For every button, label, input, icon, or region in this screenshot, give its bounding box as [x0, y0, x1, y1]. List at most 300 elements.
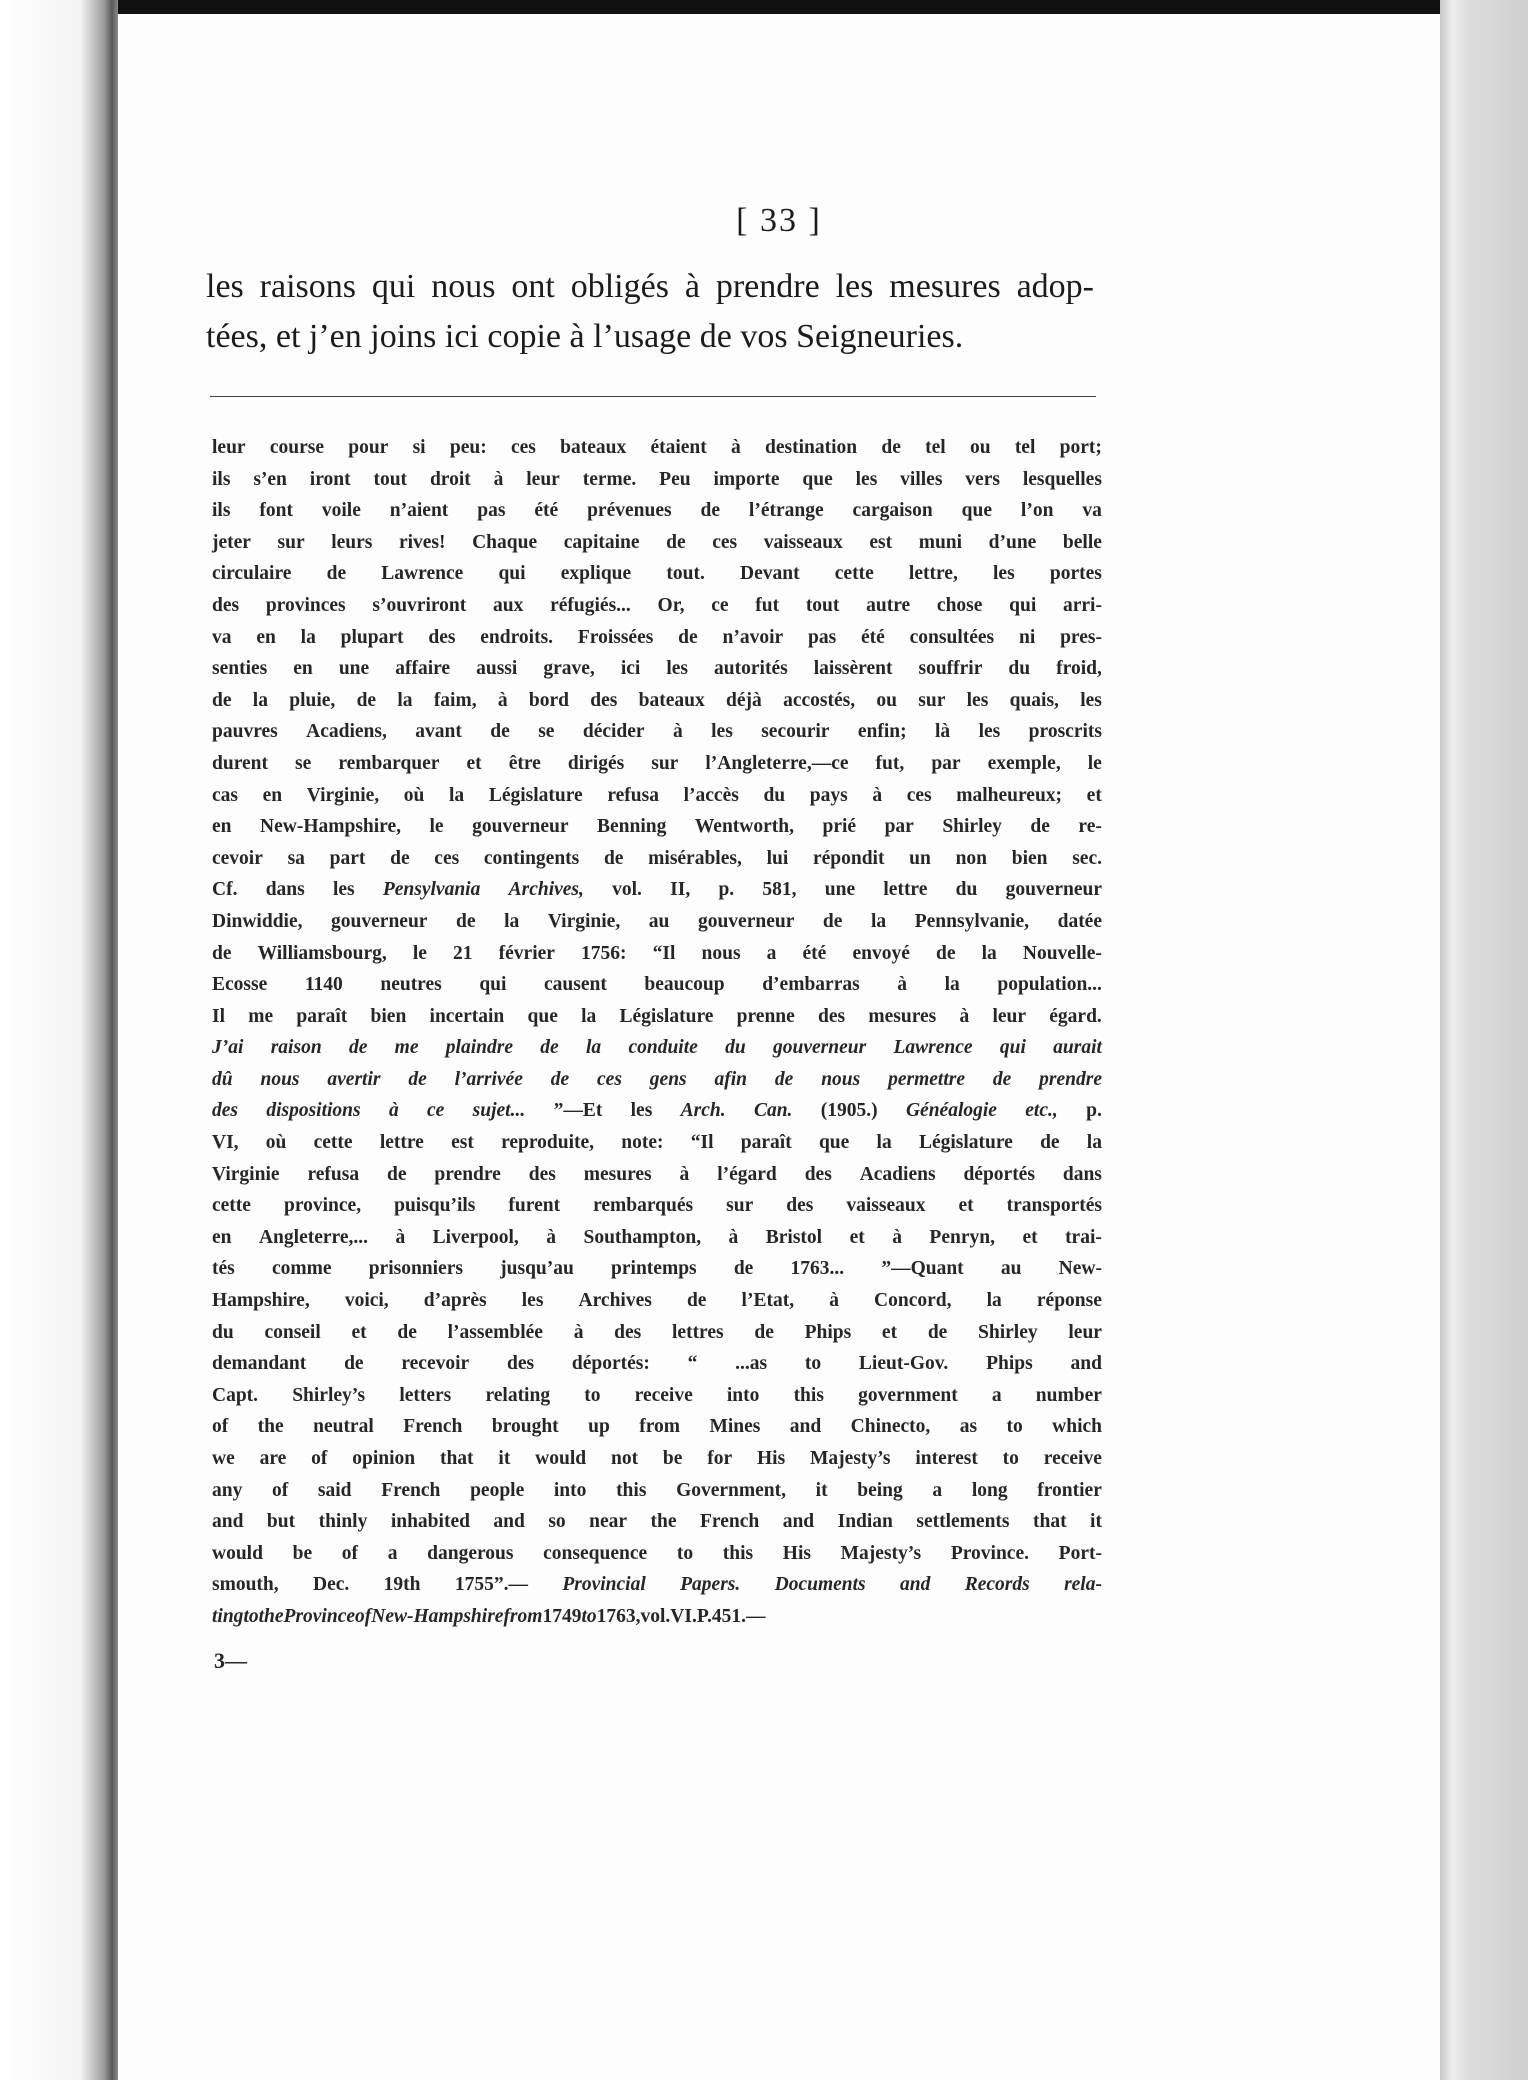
footnote-word: VI. — [670, 1605, 697, 1627]
footnote-word: de — [686, 1290, 707, 1312]
footnote-word: be — [292, 1542, 313, 1564]
book-page — [118, 14, 1440, 2080]
footnote-word: en — [262, 784, 283, 806]
footnote-word: l’étrange — [748, 500, 824, 522]
footnote-line — [212, 1190, 1102, 1222]
footnote-word: mesures — [583, 1163, 652, 1185]
footnote-word: de — [822, 910, 843, 932]
footnote-word: étaient — [650, 437, 707, 458]
footnote-word: sur — [651, 752, 679, 774]
footnote-word: from — [639, 1416, 681, 1438]
footnote-word: lui — [766, 847, 789, 869]
footnote-word: note: — [621, 1132, 664, 1154]
footnote-word: plupart — [340, 626, 404, 648]
footnote-line — [212, 748, 1102, 780]
footnote-word: bord — [528, 689, 570, 711]
footnote-word: ces — [712, 531, 738, 553]
footnote-line — [212, 716, 1102, 748]
footnote-word: à — [493, 468, 504, 490]
footnote-word: dû — [212, 1068, 233, 1090]
footnote-word: sa — [287, 847, 305, 869]
footnote-word: Indian — [837, 1511, 893, 1533]
footnote-line — [212, 1443, 1102, 1475]
footnote-word: p. — [1086, 1100, 1102, 1122]
footnote-word: and — [782, 1511, 815, 1533]
footnote-word: cette — [212, 1195, 251, 1217]
footnote-word: interest — [915, 1448, 978, 1469]
footnote-word: 1140 — [304, 974, 343, 996]
footnote-word: causent — [544, 974, 607, 996]
footnote-word: would — [212, 1542, 263, 1564]
footnote-word: of — [355, 1605, 372, 1627]
footnote-line — [212, 1506, 1102, 1538]
footnote-word: autre — [866, 594, 911, 616]
footnote-line — [212, 780, 1102, 812]
footnote-word: Chinecto, — [850, 1416, 931, 1438]
footnote-word: of — [311, 1448, 328, 1469]
footnote-word: gouverneur — [697, 910, 795, 932]
footnote-word: Majesty’s — [810, 1448, 891, 1469]
footnote-word: conduite — [628, 1037, 698, 1059]
footnote-word: incertain — [429, 1005, 505, 1027]
footnote-word: gouverneur — [773, 1037, 867, 1059]
footnote-word: this — [616, 1479, 647, 1501]
footnote-word: plaindre — [445, 1037, 513, 1059]
footnote-line — [212, 1253, 1102, 1285]
footnote-word: sur — [726, 1195, 754, 1217]
footnote-word: déjà — [726, 689, 762, 711]
footnote-word: les — [978, 721, 1001, 743]
footnote-word: and — [1070, 1353, 1102, 1375]
footnote-word: du — [955, 879, 978, 901]
footnote-word: égard. — [1049, 1005, 1102, 1027]
footnote-word: misérables, — [648, 847, 742, 869]
footnote-word: provinces — [265, 594, 346, 616]
footnote-word: of — [272, 1479, 289, 1501]
footnote-word: villes — [900, 468, 943, 490]
footnote-word: iront — [309, 468, 351, 490]
footnote-word: la — [986, 1290, 1002, 1312]
body-line: les raisons qui nous ont obligés à prendre les mesures adop- — [206, 268, 1094, 305]
footnote-word: Législature — [488, 784, 583, 806]
footnote-word: reproduite, — [501, 1132, 595, 1154]
footnote-word: so — [548, 1511, 566, 1533]
footnote-line — [212, 1159, 1102, 1191]
footnote-word: me — [394, 1037, 419, 1059]
right-page-edge — [1440, 0, 1528, 2080]
footnote-word: Mines — [709, 1416, 761, 1438]
footnote-word: la — [1086, 1132, 1102, 1154]
footnote-word: ting — [212, 1605, 244, 1627]
footnote-word: Acadiens — [859, 1163, 936, 1185]
footnote-word: qui — [1009, 594, 1037, 616]
footnote-word: ...as — [735, 1353, 768, 1375]
footnote-word: l’égard — [717, 1163, 777, 1185]
footnote-word: avant — [415, 721, 462, 743]
footnote-word: New-Hampshire, — [260, 816, 402, 838]
footnote-word: des — [212, 1100, 238, 1122]
footnote-word: envoyé — [852, 942, 910, 964]
footnote-word: de — [344, 1353, 364, 1375]
footnote-line — [212, 1285, 1102, 1317]
footnote-word: leur — [526, 468, 560, 490]
footnote-word: course — [269, 437, 324, 458]
footnote-word: Cf. — [212, 879, 238, 901]
footnote-word: que — [818, 1132, 850, 1154]
footnote-word: conseil — [264, 1321, 321, 1343]
footnote-word: de — [386, 1163, 407, 1185]
footnote-line — [212, 1601, 1102, 1633]
footnote-word: le — [1087, 752, 1102, 774]
footnote-word: déportés — [963, 1163, 1035, 1185]
footnote-word: and — [789, 1416, 822, 1438]
footnote-word: as — [959, 1416, 978, 1438]
footnote-word: laissèrent — [813, 658, 893, 680]
footnote-word: belle — [1062, 531, 1102, 553]
footnote-word: le — [412, 942, 427, 964]
footnote-word: sur — [918, 689, 946, 711]
footnote-word: faim, — [433, 689, 477, 711]
footnote-word: dans — [1062, 1163, 1102, 1185]
footnote-word: jusqu’au — [500, 1258, 574, 1280]
footnote-word: are — [259, 1448, 287, 1469]
footnote-word: muni — [918, 531, 963, 553]
footnote-word: si — [412, 437, 426, 458]
footnote-word: de — [754, 1321, 774, 1343]
footnote-word: les — [521, 1290, 544, 1312]
footnote-word: où — [265, 1132, 287, 1154]
footnote-line — [212, 906, 1102, 938]
footnote-word: senties — [212, 658, 268, 680]
footnote-word: ici — [620, 658, 641, 680]
footnote-word: vaisseaux — [763, 531, 843, 553]
footnote-word: non — [955, 847, 988, 869]
footnote-word: sur — [277, 531, 305, 553]
footnote-word: que — [527, 1005, 558, 1027]
footnote-word: any — [212, 1479, 243, 1501]
footnote-word: de — [212, 689, 232, 711]
footnote-word: pays — [809, 784, 848, 806]
footnote-word: “Il — [652, 942, 676, 964]
footnote-word: cargaison — [852, 500, 933, 522]
footnote-word: où — [403, 784, 425, 806]
footnote-word: lettres — [672, 1321, 724, 1343]
footnote-word: à — [897, 974, 908, 996]
footnote-word: pres- — [1060, 626, 1102, 648]
footnote-word: and — [212, 1511, 244, 1533]
footnote-word: aux — [493, 594, 524, 616]
footnote-word: l’Angleterre,—ce — [705, 752, 849, 774]
footnote-line — [212, 1222, 1102, 1254]
footnote-word: tout — [805, 594, 840, 616]
footnote-word: (1905.) — [820, 1100, 878, 1122]
footnote-word: de — [390, 847, 410, 869]
footnote-word: gouverneur — [331, 910, 428, 932]
footnote-line — [212, 1475, 1102, 1507]
footnote-word: vaisseaux — [846, 1195, 926, 1217]
footnote-word: la — [981, 942, 997, 964]
footnote-word: des — [428, 626, 456, 648]
footnote-word: Dec. — [313, 1574, 350, 1596]
footnote-word: lettre — [883, 879, 928, 901]
footnote-word: à — [829, 1290, 839, 1312]
footnote-line — [212, 969, 1102, 1001]
footnote-word: les — [711, 721, 733, 743]
footnote-word: prisonniers — [368, 1258, 463, 1280]
footnote-word: à — [388, 1100, 399, 1122]
footnote-word: à — [546, 1226, 557, 1248]
footnote-word: à — [731, 437, 741, 458]
footnote-word: au — [1000, 1258, 1022, 1280]
footnote-word: ce — [427, 1100, 445, 1122]
footnote-word: arri- — [1063, 594, 1102, 616]
footnote-word: proscrits — [1028, 721, 1102, 743]
footnote-word: été — [861, 626, 885, 648]
footnote-word: near — [589, 1511, 628, 1533]
footnote-word: endroits. — [480, 626, 554, 648]
footnote-word: government — [858, 1384, 958, 1406]
footnote-word: number — [1035, 1384, 1102, 1406]
footnote-word: les — [630, 1100, 653, 1122]
footnote-word: déportés: — [571, 1353, 650, 1375]
footnote-word: cas — [212, 784, 238, 806]
footnote-word: puisqu’ils — [394, 1195, 476, 1217]
footnote-word: smouth, — [212, 1574, 279, 1596]
footnote-word: it — [1090, 1511, 1102, 1533]
footnote-word: afin — [714, 1068, 748, 1090]
footnote-word: est — [869, 531, 893, 553]
footnote-word: à — [497, 689, 508, 711]
footnote-word: va — [212, 626, 232, 648]
footnote-word: la — [300, 626, 316, 648]
footnote-word: Provincial — [562, 1574, 646, 1596]
footnote-word: prenne — [736, 1005, 795, 1027]
footnote-word: datée — [1057, 910, 1102, 932]
footnote-word: s’en — [253, 468, 287, 490]
footnote-line — [212, 1032, 1102, 1064]
footnote-word: droit — [429, 468, 471, 490]
footnote-word: paraît — [740, 1132, 792, 1154]
footnote-word: furent — [508, 1195, 561, 1217]
footnote-word: de — [1030, 816, 1050, 838]
footnote-word: a — [932, 1479, 943, 1501]
footnote-word: Généalogie — [905, 1100, 997, 1122]
footnote-word: de — [397, 1321, 417, 1343]
footnote-word: froid, — [1056, 658, 1102, 680]
footnote-word: dangerous — [427, 1542, 514, 1564]
footnote-word: His — [782, 1542, 811, 1564]
footnote-word: neutres — [380, 974, 442, 996]
footnote-word: été — [534, 500, 559, 522]
footnote-word: la — [870, 910, 887, 932]
footnote-word: jeter — [212, 531, 251, 553]
footnote-word: des — [590, 689, 618, 711]
footnote-word: paraît — [296, 1005, 348, 1027]
footnote-word: tout — [373, 468, 408, 490]
footnote-word: pauvres — [212, 721, 278, 743]
footnote-word: prié — [822, 816, 857, 838]
footnote-word: but — [266, 1511, 296, 1533]
body-text — [206, 262, 1094, 362]
footnote-word: “ — [687, 1353, 698, 1375]
footnote-word: portes — [1049, 563, 1102, 585]
footnote-word: de — [540, 1037, 559, 1059]
footnote-word: secourir — [761, 721, 830, 743]
footnote-word: 581, — [762, 879, 797, 901]
footnote-word: Benning — [597, 816, 667, 838]
footnote-word: population... — [997, 974, 1102, 996]
footnote-word: fut, — [875, 752, 905, 774]
footnote-word: for — [707, 1448, 733, 1469]
footnote-word: printemps — [611, 1258, 697, 1280]
footnote-word: Or, — [657, 594, 685, 616]
footnote-word: ”—Et — [553, 1100, 603, 1122]
footnote-word: de — [348, 1037, 368, 1059]
footnote-word: inhabited — [390, 1511, 470, 1533]
footnote-word: pas — [808, 626, 837, 648]
footnote-word: cette — [834, 563, 874, 585]
footnote-word: of — [341, 1542, 359, 1564]
footnote-word: de — [550, 1068, 570, 1090]
signature-mark: 3— — [214, 1648, 247, 1673]
footnote-word: this — [722, 1542, 754, 1564]
footnote-line — [212, 1095, 1102, 1127]
footnote-word: 1755”.— — [454, 1574, 528, 1596]
footnote-word: de — [700, 500, 720, 522]
footnote-line — [212, 811, 1102, 843]
footnote-word: de — [603, 847, 624, 869]
footnote-word: leurs — [331, 531, 373, 553]
footnote-line — [212, 1380, 1102, 1412]
footnote-word: consequence — [543, 1542, 648, 1564]
footnote-word: enfin; — [857, 721, 907, 743]
footnote-word: dispositions — [266, 1100, 361, 1122]
page-number: [ 33 ] — [736, 202, 822, 239]
footnote-word: Can. — [753, 1100, 793, 1122]
footnote-word: letters — [399, 1384, 452, 1406]
footnote-word: Acadiens, — [306, 721, 387, 743]
footnote-word: du — [725, 1037, 746, 1059]
footnote-word: Province. — [950, 1542, 1029, 1564]
footnote-word: bien — [1011, 847, 1048, 869]
footnote-word: Wentworth, — [694, 816, 794, 838]
footnote-word: la — [944, 974, 960, 996]
footnote — [212, 432, 1102, 1633]
footnote-word: ils — [212, 468, 231, 490]
footnote-word: et — [1022, 1226, 1038, 1248]
footnote-word: une — [824, 879, 856, 901]
footnote-word: the — [258, 1605, 284, 1627]
footnote-word: said — [317, 1479, 352, 1501]
footnote-word: tout. — [666, 563, 705, 585]
footnote-word: French — [381, 1479, 441, 1501]
footnote-line — [212, 874, 1102, 906]
footnote-word: from — [503, 1605, 543, 1627]
footnote-word: prendre — [1039, 1068, 1102, 1090]
footnote-word: les — [1080, 689, 1102, 711]
footnote-word: to — [243, 1605, 259, 1627]
footnote-word: ou — [969, 437, 991, 458]
footnote-word: dirigés — [567, 752, 625, 774]
footnote-word: quais, — [1009, 689, 1059, 711]
top-scan-border — [0, 0, 1528, 14]
footnote-word: les — [332, 879, 355, 901]
footnote-word: des — [528, 1163, 556, 1185]
footnote-word: lettre, — [908, 563, 958, 585]
footnote-word: de — [881, 437, 901, 458]
footnote-word: lettre — [379, 1132, 424, 1154]
footnote-word: J’ai — [212, 1037, 244, 1059]
footnote-word: de — [356, 689, 377, 711]
footnote-word: Chaque — [472, 531, 538, 553]
footnote-word: vol. — [612, 879, 642, 901]
footnote-word: that — [1032, 1511, 1067, 1533]
footnote-word: du — [1008, 658, 1031, 680]
footnote-line — [212, 1317, 1102, 1349]
footnote-word: French — [403, 1416, 463, 1438]
footnote-word: de — [212, 942, 232, 964]
footnote-word: dans — [265, 879, 305, 901]
footnote-word: à — [728, 1226, 739, 1248]
footnote-word: p. — [718, 879, 735, 901]
footnote-word: que — [961, 500, 992, 522]
footnote-word: vol. — [640, 1605, 671, 1627]
footnote-line — [212, 685, 1102, 717]
footnote-word: s’ouvriront — [372, 594, 467, 616]
footnote-word: Concord, — [874, 1290, 952, 1312]
footnote-word: février — [498, 942, 555, 964]
footnote-word: Arch. — [680, 1100, 726, 1122]
footnote-word: de — [992, 1068, 1012, 1090]
footnote-word: par — [884, 816, 914, 838]
footnote-line — [212, 1001, 1102, 1033]
footnote-word: se — [295, 752, 312, 774]
footnote-word: chose — [936, 594, 983, 616]
footnote-word: et — [351, 1321, 367, 1343]
footnote-line — [212, 464, 1102, 496]
footnote-word: ce — [711, 594, 729, 616]
footnote-word: à — [959, 1005, 970, 1027]
footnote-word: permettre — [888, 1068, 965, 1090]
footnote-word: au — [648, 910, 670, 932]
footnote-word: Dinwiddie, — [212, 910, 303, 932]
footnote-word: sujet... — [472, 1100, 526, 1122]
footnote-word: à — [872, 784, 883, 806]
footnote-word: est — [451, 1132, 474, 1154]
footnote-word: l’accès — [683, 784, 739, 806]
footnote-word: en — [256, 626, 276, 648]
footnote-word: demandant — [212, 1353, 307, 1375]
footnote-word: aussi — [476, 658, 518, 680]
footnote-word: rembarquer — [338, 752, 440, 774]
footnote-line — [212, 495, 1102, 527]
footnote-word: the — [257, 1416, 284, 1438]
footnote-word: His — [757, 1448, 786, 1469]
footnote-word: Province — [283, 1605, 356, 1627]
footnote-word: qui — [999, 1037, 1026, 1059]
footnote-word: des — [506, 1353, 535, 1375]
footnote-word: des — [212, 594, 240, 616]
body-line: tées, et j’en joins ici copie à l’usage de vos Seigneuries. — [206, 318, 964, 355]
footnote-word: comme — [271, 1258, 332, 1280]
footnote-word: qui — [479, 974, 507, 996]
footnote-word: aurait — [1053, 1037, 1102, 1059]
footnote-word: Documents — [774, 1574, 866, 1596]
footnote-word: Peu — [659, 468, 691, 490]
footnote-word: Virginie, — [306, 784, 380, 806]
footnote-word: décider — [582, 721, 645, 743]
footnote-word: re- — [1078, 816, 1102, 838]
